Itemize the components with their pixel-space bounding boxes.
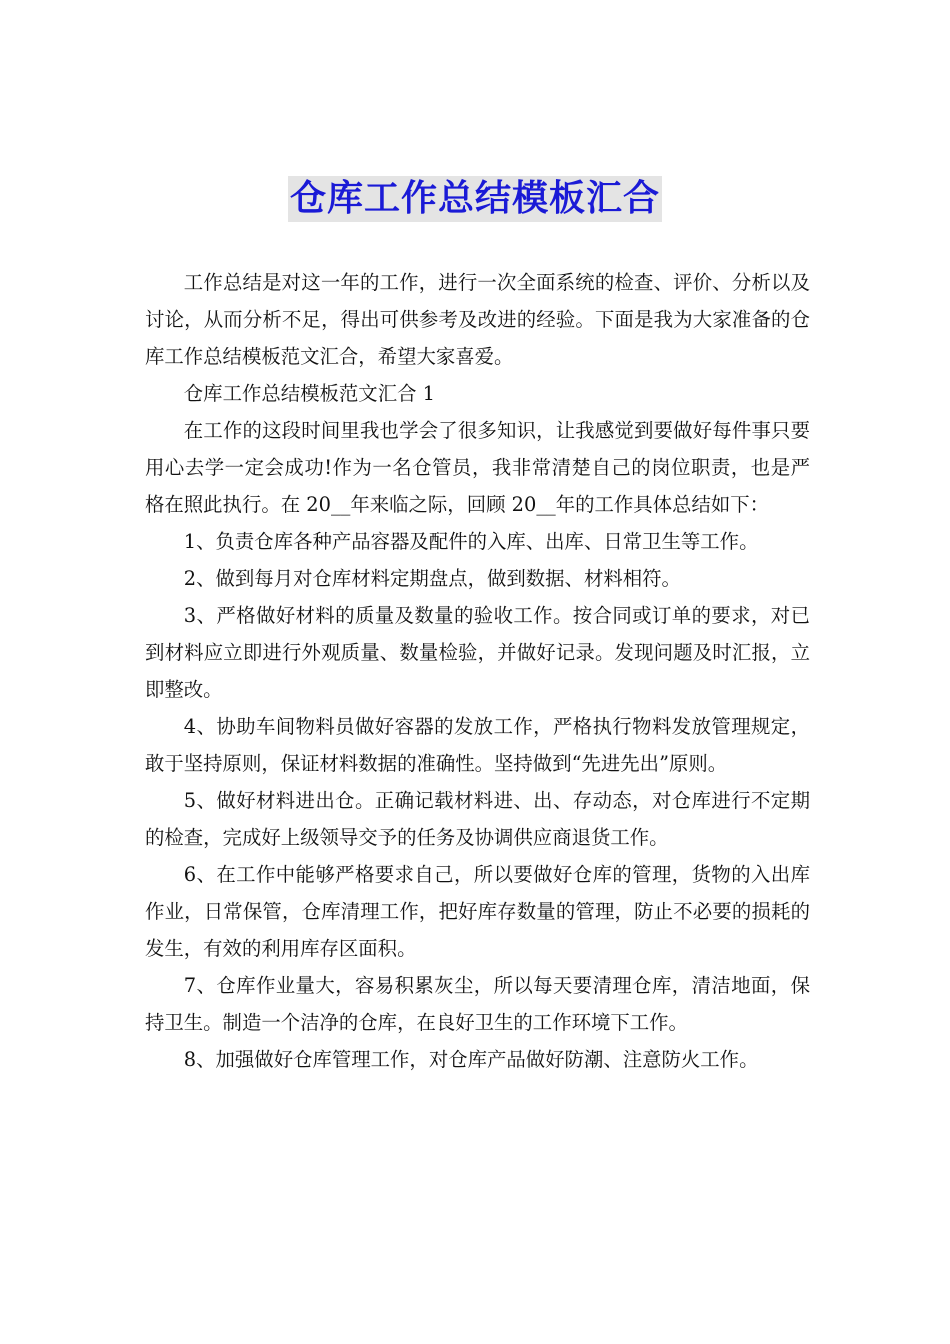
list-item-8: 8、加强做好仓库管理工作，对仓库产品做好防潮、注意防火工作。 bbox=[183, 1048, 759, 1071]
intro-paragraph: 工作总结是对这一年的工作，进行一次全面系统的检查、评价、分析以及讨论，从而分析不足，得出可供参考及改进的经验。下面是我为大家准备的仓库工作总结模板范文汇合，希望大家喜爱。 bbox=[145, 271, 810, 368]
list-item-7: 7、仓库作业量大，容易积累灰尘，所以每天要清理仓库，清洁地面，保持卫生。制造一个洁净的仓库，在良好卫生的工作环境下工作。 bbox=[145, 974, 810, 1034]
title-container bbox=[0, 176, 950, 222]
list-item-2: 2、做到每月对仓库材料定期盘点，做到数据、材料相符。 bbox=[183, 567, 681, 590]
list-item-1: 1、负责仓库各种产品容器及配件的入库、出库、日常卫生等工作。 bbox=[183, 530, 759, 553]
list-item-6: 6、在工作中能够严格要求自己，所以要做好仓库的管理，货物的入出库作业，日常保管，仓库清理工作，把好库存数量的管理，防止不必要的损耗的发生，有效的利用库存区面积。 bbox=[145, 863, 810, 960]
document-title: 仓库工作总结模板汇合 bbox=[288, 176, 662, 222]
list-item-5: 5、做好材料进出仓。正确记载材料进、出、存动态，对仓库进行不定期的检查，完成好上级领导交予的任务及协调供应商退货工作。 bbox=[145, 789, 810, 849]
document-body bbox=[145, 264, 810, 1078]
section-heading: 仓库工作总结模板范文汇合 1 bbox=[183, 382, 435, 405]
list-item-4: 4、协助车间物料员做好容器的发放工作，严格执行物料发放管理规定，敢于坚持原则，保证材料数据的准确性。坚持做到“先进先出”原则。 bbox=[145, 715, 810, 775]
list-item-3: 3、严格做好材料的质量及数量的验收工作。按合同或订单的要求，对已到材料应立即进行外观质量、数量检验，并做好记录。发现问题及时汇报，立即整改。 bbox=[145, 604, 810, 701]
body-paragraph: 在工作的这段时间里我也学会了很多知识，让我感觉到要做好每件事只要用心去学一定会成功!作为一名仓管员，我非常清楚自己的岗位职责，也是严格在照此执行。在 20__年来临之际，回顾 20__年的工作具体总结如下： bbox=[145, 419, 810, 516]
